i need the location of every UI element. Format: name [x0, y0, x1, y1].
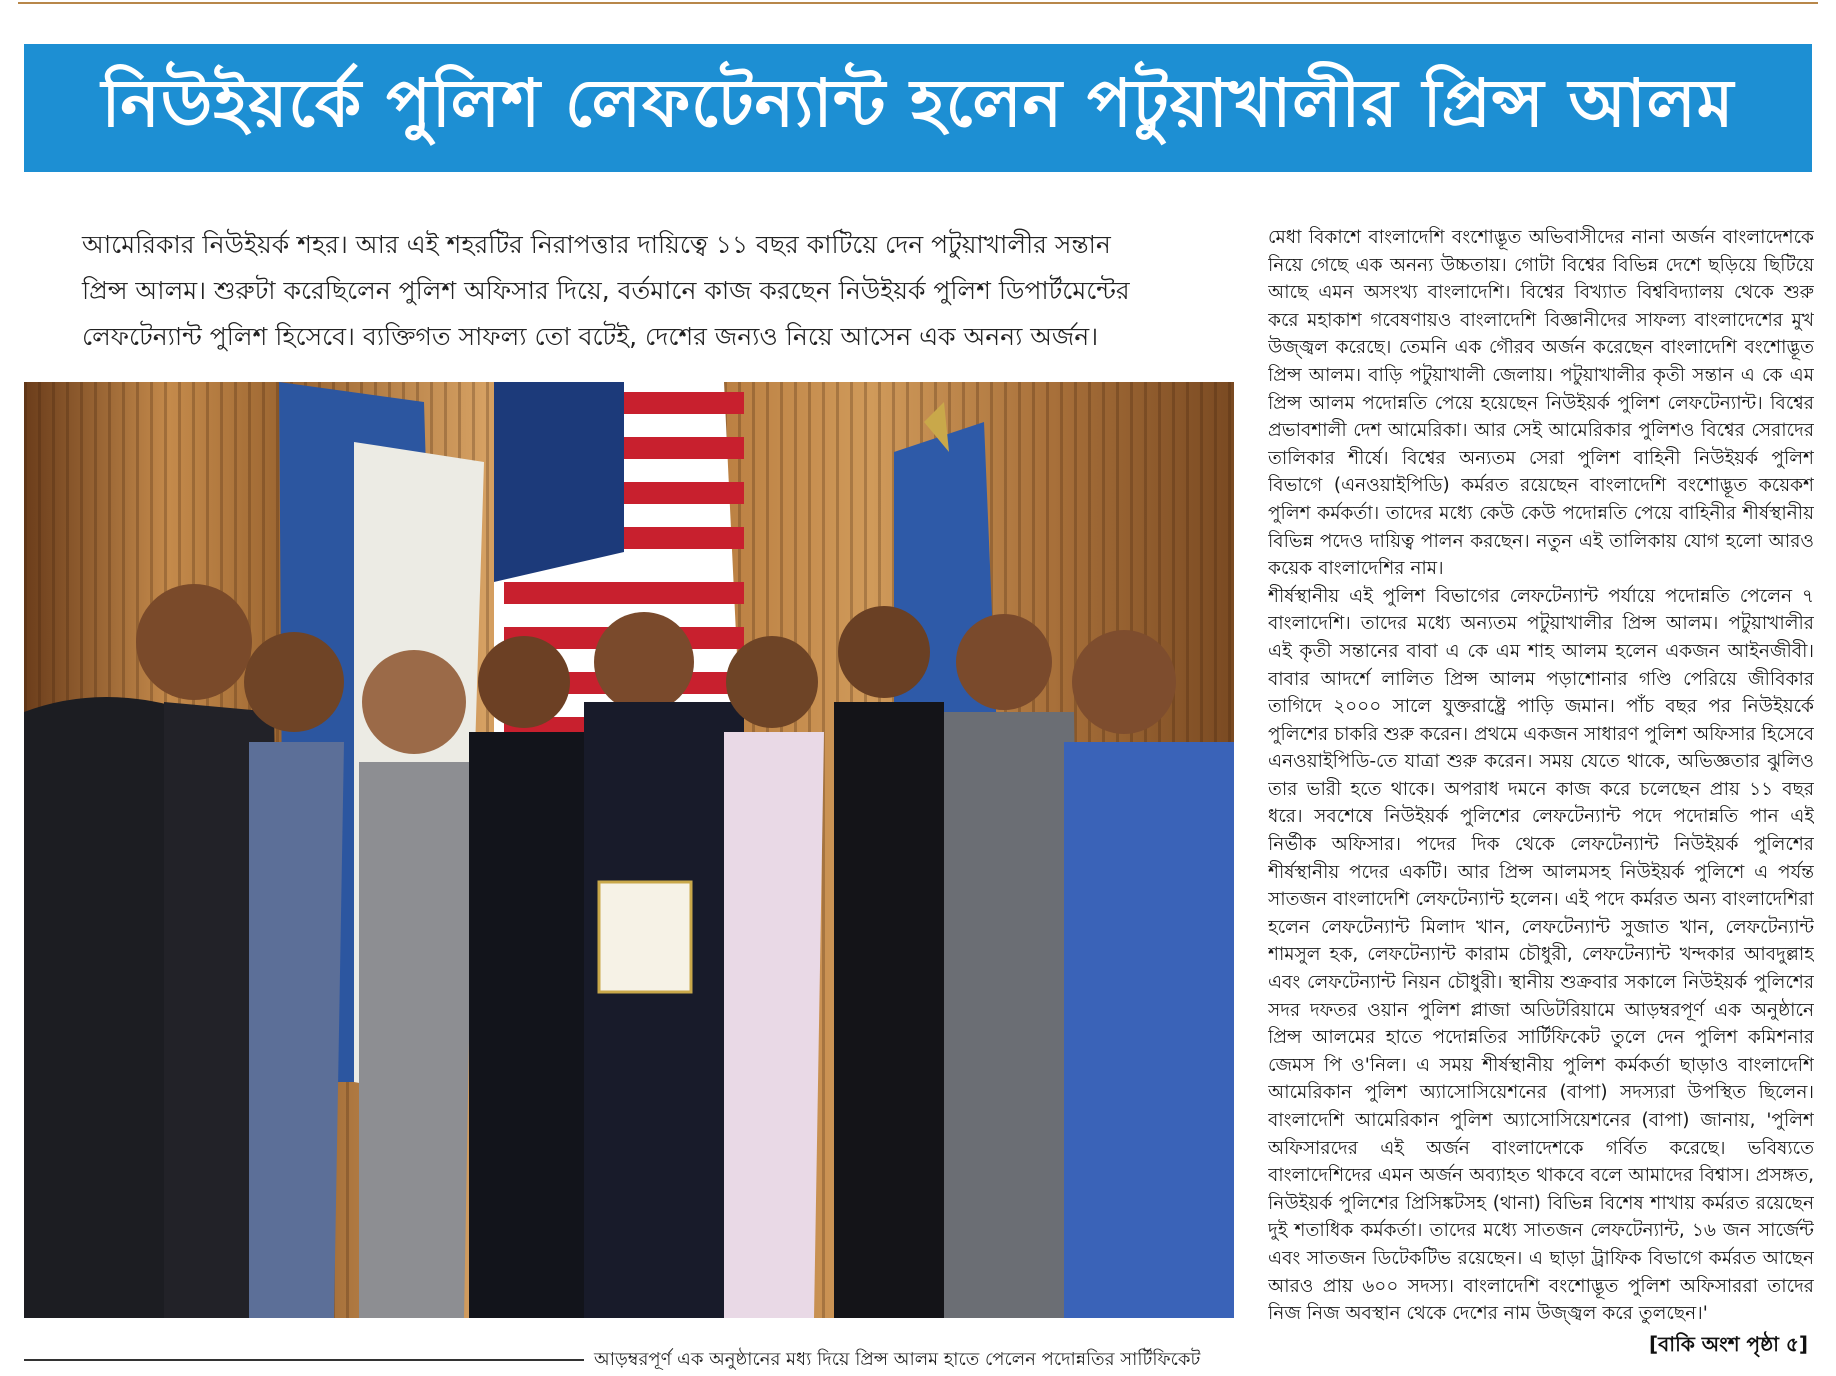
headline-banner [24, 44, 1812, 172]
photo-caption: আড়ম্বরপূর্ণ এক অনুষ্ঠানের মধ্য দিয়ে প্রিন্স আলম হাতে পেলেন পদোন্নতির সার্টিফিকেট [594, 1349, 1201, 1370]
lede-line: প্রিন্স আলম। শুরুটা করেছিলেন পুলিশ অফিসার দিয়ে, বর্তমানে কাজ করছেন নিউইয়র্ক পুলিশ ডিপার্টমেন্টের [82, 276, 1130, 305]
lede-paragraph [82, 222, 1172, 360]
certificate [599, 882, 691, 992]
article-body [1268, 224, 1814, 1342]
top-rule [18, 2, 1818, 4]
news-photo [24, 382, 1234, 1318]
lede-line: আমেরিকার নিউইয়র্ক শহর। আর এই শহরটির নিরাপত্তার দায়িত্বে ১১ বছর কাটিয়ে দেন পটুয়াখালীর সন্তান [82, 230, 1111, 259]
body-paragraph: মেধা বিকাশে বাংলাদেশি বংশোদ্ভূত অভিবাসীদের নানা অর্জন বাংলাদেশকে নিয়ে গেছে এক অনন্য উচ্চতায়। গোটা বিশ্বের বিভিন্ন দেশে ছড়িয়ে ছিটিয়ে আছে এমন অসংখ্য বাংলাদেশি। বিশ্বের বিখ্যাত বিশ্ববিদ্যালয় থেকে শুরু করে মহাকাশ গবেষণায়ও বাংলাদেশি বিজ্ঞানীদের সাফল্য বাংলাদেশের মুখ উজ্জ্বল করেছে। তেমনি এক গৌরব অর্জন করেছেন বাংলাদেশি বংশোদ্ভূত প্রিন্স আলম। বাড়ি পটুয়াখালী জেলায়। পটুয়াখালীর কৃতী সন্তান এ কে এম প্রিন্স আলম পদোন্নতি পেয়ে হয়েছেন নিউইয়র্ক পুলিশ লেফটেন্যান্ট। বিশ্বের প্রভাবশালী দেশ আমেরিকা। আর সেই আমেরিকার পুলিশও বিশ্বের সেরাদের তালিকার শীর্ষে। বিশ্বের অন্যতম সেরা পুলিশ বাহিনী নিউইয়র্ক পুলিশ বিভাগে (এনওয়াইপিডি) কর্মরত রয়েছেন বাংলাদেশি বংশোদ্ভূত কয়েকশ পুলিশ কর্মকর্তা। তাদের মধ্যে কেউ কেউ পদোন্নতি পেয়ে বাহিনীর শীর্ষস্থানীয় বিভিন্ন পদেও দায়িত্ব পালন করছেন। নতুন এই তালিকায় যোগ হলো আরও কয়েক বাংলাদেশির নাম। [1268, 227, 1814, 580]
group-of-officials [24, 584, 1234, 1318]
caption-rule [24, 1359, 584, 1361]
lede-line: লেফটেন্যান্ট পুলিশ হিসেবে। ব্যক্তিগত সাফল্য তো বটেই, দেশের জন্যও নিয়ে আসেন এক অনন্য অর্জন। [82, 322, 1099, 351]
continued-on-page-note: [বাকি অংশ পৃষ্ঠা ৫] [1649, 1332, 1808, 1356]
headline: নিউইয়র্কে পুলিশ লেফটেন্যান্ট হলেন পটুয়াখালীর প্রিন্স আলম [101, 65, 1735, 142]
body-paragraph: শীর্ষস্থানীয় এই পুলিশ বিভাগের লেফটেন্যান্ট পর্যায়ে পদোন্নতি পেলেন ৭ বাংলাদেশি। তাদের মধ্যে অন্যতম পটুয়াখালীর প্রিন্স আলম। পটুয়াখালীর এই কৃতী সন্তানের বাবা এ কে এম শাহ আলম হলেন একজন আইনজীবী। বাবার আদর্শে লালিত প্রিন্স আলম পড়াশোনার গণ্ডি পেরিয়ে জীবিকার তাগিদে ২০০০ সালে যুক্তরাষ্ট্রে পাড়ি জমান। পাঁচ বছর পর নিউইয়র্কে পুলিশের চাকরি শুরু করেন। প্রথমে একজন সাধারণ পুলিশ অফিসার হিসেবে এনওয়াইপিডি-তে যাত্রা শুরু করেন। সময় যেতে থাকে, অভিজ্ঞতার ঝুলিও তার ভারী হতে থাকে। অপরাধ দমনে কাজ করে চলেছেন প্রায় ১১ বছর ধরে। সবশেষে নিউইয়র্ক পুলিশের লেফটেন্যান্ট পদে পদোন্নতি পান এই নির্ভীক অফিসার। পদের দিক থেকে লেফটেন্যান্ট নিউইয়র্ক পুলিশের শীর্ষস্থানীয় পদের একটি। আর প্রিন্স আলমসহ নিউইয়র্ক পুলিশে এ পর্যন্ত সাতজন বাংলাদেশি লেফটেন্যান্ট হলেন। এই পদে কর্মরত অন্য বাংলাদেশিরা হলেন লেফটেন্যান্ট মিলাদ খান, লেফটেন্যান্ট সুজাত খান, লেফটেন্যান্ট শামসুল হক, লেফটেন্যান্ট কারাম চৌধুরী, লেফটেন্যান্ট খন্দকার আবদুল্লাহ এবং লেফটেন্যান্ট নিয়ন চৌধুরী। স্থানীয় শুক্রবার সকালে নিউইয়র্ক পুলিশের সদর দফতর ওয়ান পুলিশ প্লাজা অডিটরিয়ামে আড়ম্বরপূর্ণ এক অনুষ্ঠানে প্রিন্স আলমের হাতে পদোন্নতির সার্টিফিকেট তুলে দেন পুলিশ কমিশনার জেমস পি ও'নিল। এ সময় শীর্ষস্থানীয় পুলিশ কর্মকর্তা ছাড়াও বাংলাদেশি আমেরিকান পুলিশ অ্যাসোসিয়েশনের (বাপা) সদস্যরা উপস্থিত ছিলেন। বাংলাদেশি আমেরিকান পুলিশ অ্যাসোসিয়েশনের (বাপা) জানায়, 'পুলিশ অফিসারদের এই অর্জন বাংলাদেশকে গর্বিত করেছে। ভবিষ্যতে বাংলাদেশিদের এমন অর্জন অব্যাহত থাকবে বলে আমাদের বিশ্বাস। প্রসঙ্গত, নিউইয়র্ক পুলিশের প্রিসিঙ্কটসহ (থানা) বিভিন্ন বিশেষ শাখায় কর্মরত রয়েছেন দুই শতাধিক কর্মকর্তা। তাদের মধ্যে সাতজন লেফটেন্যান্ট, ১৬ জন সার্জেন্ট এবং সাতজন ডিটেকটিভ রয়েছেন। এ ছাড়া ট্রাফিক বিভাগে কর্মরত আছেন আরও প্রায় ৬০০ সদস্য। বাংলাদেশি বংশোদ্ভূত পুলিশ অফিসাররা তাদের নিজ নিজ অবস্থান থেকে দেশের নাম উজ্জ্বল করে তুলছেন।' [1268, 585, 1814, 1325]
photo-scene [24, 382, 1234, 1318]
